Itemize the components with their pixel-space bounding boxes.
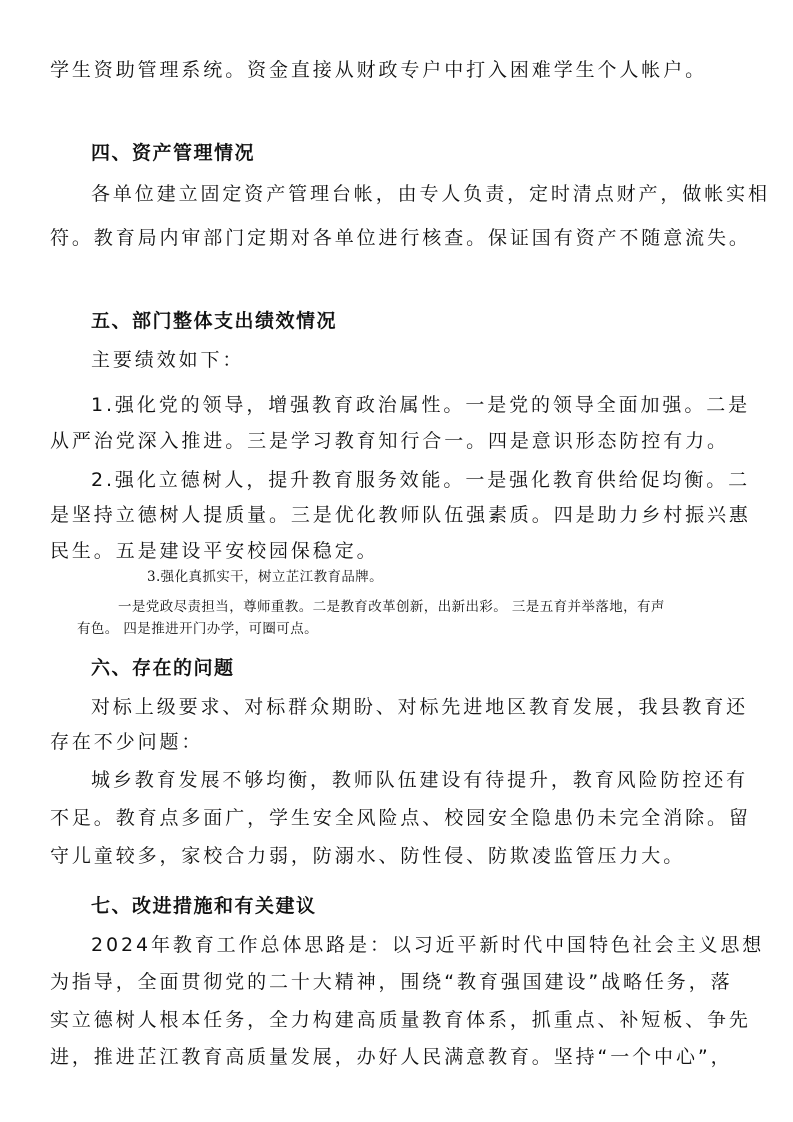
body-line: 城乡教育发展不够均衡，教师队伍建设有待提升，教育风险防控还有: [91, 769, 749, 791]
body-line: 为指导，全面贯彻党的二十大精神，围绕“教育强国建设”战略任务，落: [50, 971, 733, 993]
section-heading-assets: 四、资产管理情况: [91, 142, 256, 164]
body-line: 实立德树人根本任务，全力构建高质量教育体系，抓重点、补短板、争先: [50, 1009, 751, 1031]
section-heading-problems: 六、存在的问题: [91, 657, 235, 679]
body-line-small: 有色。 四是推进开门办学，可圈可点。: [77, 621, 318, 637]
body-line-small: 一是党政尽责担当，尊师重教。二是教育改革创新，出新出彩。 三是五育并举落地，有声: [118, 599, 665, 615]
body-line: 不足。教育点多面广，学生安全风险点、校园安全隐患仍未完全消除。留: [50, 807, 751, 829]
section-heading-improvements: 七、改进措施和有关建议: [91, 895, 317, 917]
body-line: 2.强化立德树人，提升教育服务效能。一是强化教育供给促均衡。二: [91, 469, 751, 491]
body-line: 2024年教育工作总体思路是：以习近平新时代中国特色社会主义思想: [91, 934, 765, 956]
body-line: 主要绩效如下：: [91, 349, 245, 371]
section-heading-performance: 五、部门整体支出绩效情况: [91, 310, 338, 332]
body-line: 是坚持立德树人提质量。三是优化教师队伍强素质。四是助力乡村振兴惠: [50, 504, 751, 526]
body-line: 民生。五是建设平安校园保稳定。: [50, 540, 379, 562]
body-line: 从严治党深入推进。三是学习教育知行合一。四是意识形态防控有力。: [50, 430, 729, 452]
body-line: 学生资助管理系统。资金直接从财政专户中打入困难学生个人帐户。: [50, 59, 708, 81]
body-line-small: 3.强化真抓实干，树立芷江教育品牌。: [147, 569, 384, 585]
body-line: 存在不少问题：: [50, 731, 204, 753]
body-line: 1.强化党的领导，增强教育政治属性。一是党的领导全面加强。二是: [91, 394, 751, 416]
body-line: 各单位建立固定资产管理台帐，由专人负责，定时清点财产，做帐实相: [91, 183, 770, 205]
body-line: 进，推进芷江教育高质量发展，办好人民满意教育。坚持“一个中心”，: [50, 1046, 733, 1068]
body-line: 对标上级要求、对标群众期盼、对标先进地区教育发展，我县教育还: [91, 696, 749, 718]
body-line: 符。教育局内审部门定期对各单位进行核查。保证国有资产不随意流失。: [50, 227, 751, 249]
body-line: 守儿童较多，家校合力弱，防溺水、防性侵、防欺凌监管压力大。: [50, 845, 686, 867]
